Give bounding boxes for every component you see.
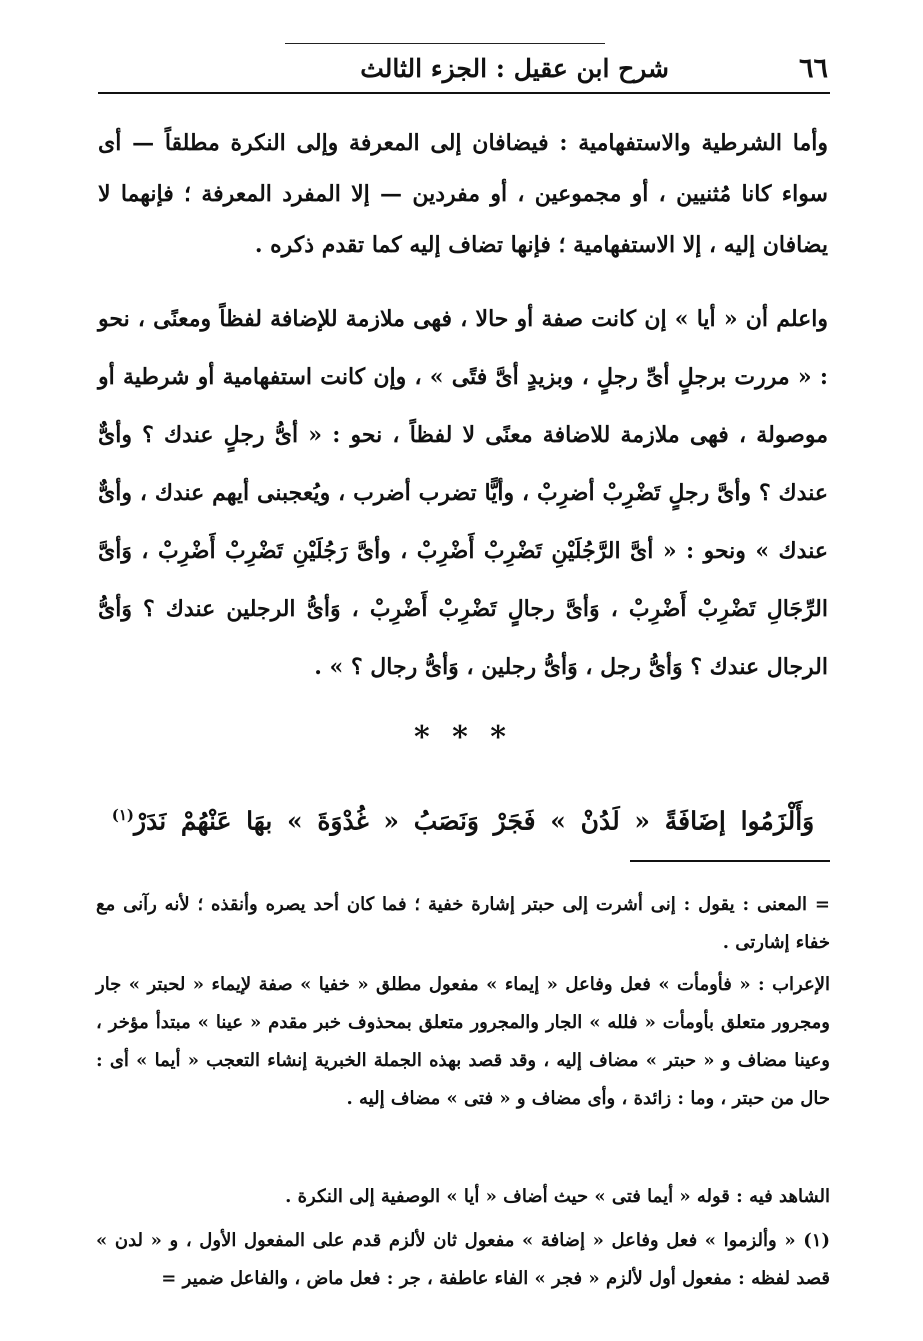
section-separator: * * * <box>414 720 512 755</box>
page-number: ٦٦ <box>798 52 828 84</box>
continuation-marker: = <box>814 894 830 915</box>
footnote-meaning-text: المعنى : يقول : إنى أشرت إلى حبتر إشارة خفية ؛ فما كان أحد يصره وأنقذه ؛ لأنه رآنى مع خفاء إشارتى . <box>96 894 830 953</box>
running-title: شرح ابن عقيل : الجزء الثالث <box>360 53 669 83</box>
footnote-1-text: « وألزموا » فعل وفاعل « إضافة » مفعول ثان لألزم قدم على المفعول الأول ، و « لدن » قصد لفظه : مفعول أول لألزم « فجر » الفاء عاطفة ، جر : فعل ماض ، والفاعل ضمير <box>96 1230 830 1289</box>
verse-text: وَأَلْزَمُوا إضَافَةً « لَدُنْ » فَجَرْ وَنَصَبُ « غُدْوَةَ » بهَا عَنْهُمْ نَدَرْ <box>134 806 815 836</box>
paragraph-2: واعلم أن « أيا » إن كانت صفة أو حالا ، فهى ملازمة للإضافة لفظاً ومعنًى ، نحو : « مررت برجلٍ أىِّ رجلٍ ، وبزيدٍ أىَّ فتًى » ، وإن كانت استفهامية أو شرطية أو موصولة ، فهى ملازمة للاضافة معنًى لا لفظاً ، نحو : « أىُّ رجلٍ عندك ؟ وأىٌّ عندك ؟ وأىَّ رجلٍ تَضْرِبْ أضرِبْ ، وأيًّا تضرب أضرب ، ويُعجبنى أيهم عندك ، وأىٌّ عندك » ونحو : « أىَّ الرَّجُلَيْنِ تَضْرِبْ أَضْرِبْ ، وأىَّ رَجُلَيْنِ تَضْرِبْ أَضْرِبْ ، وَأىَّ الرِّجَالِ تَضْرِبْ أَضْرِبْ ، وَأىَّ رجالٍ تَضْرِبْ أَضْرِبْ ، وَأىُّ الرجلين عندك ؟ وَأىُّ الرجال عندك ؟ وَأىُّ رجل ، وَأىُّ رجلين ، وَأىُّ رجال ؟ » . <box>98 306 828 680</box>
footnote-1 <box>96 1222 830 1298</box>
paragraph-1: وأما الشرطية والاستفهامية : فيضافان إلى المعرفة وإلى النكرة مطلقاً — أى سواء كانا مُثنيين ، أو مجموعين ، أو مفردين — إلا المفرد المعرفة ؛ فإنهما لا يضافان إليه ، إلا الاستفهامية ؛ فإنها تضاف إليه كما تقدم ذكره . <box>98 130 828 258</box>
continuation-marker-end: = <box>161 1268 177 1289</box>
header-rule <box>98 92 830 94</box>
footnote-number: (١) <box>803 1230 830 1251</box>
footnote-rule <box>630 860 830 862</box>
verse-footnote-marker: (١) <box>111 806 134 824</box>
footnote-evidence: الشاهد فيه : قوله « أيما فتى » حيث أضاف « أيا » الوصفية إلى النكرة . <box>285 1186 830 1207</box>
verse-line <box>98 790 828 846</box>
running-header <box>98 46 828 90</box>
footnote-parsing: الإعراب : « فأومأت » فعل وفاعل « إيماء » مفعول مطلق « خفيا » صفة لإيماء « لحبتر » جار ومجرور متعلق بأومأت « فلله » الجار والمجرور متعلق بمحذوف خبر مقدم « عينا » مبتدأ مؤخر ، وعينا مضاف و « حبتر » مضاف إليه ، وقد قصد بهذه الجملة الخبرية إنشاء التعجب « أيما » أى : حال من حبتر ، وما : زائدة ، وأى مضاف و « فتى » مضاف إليه . <box>96 974 830 1109</box>
footnote-meaning <box>96 886 830 962</box>
header-overline <box>285 43 605 44</box>
